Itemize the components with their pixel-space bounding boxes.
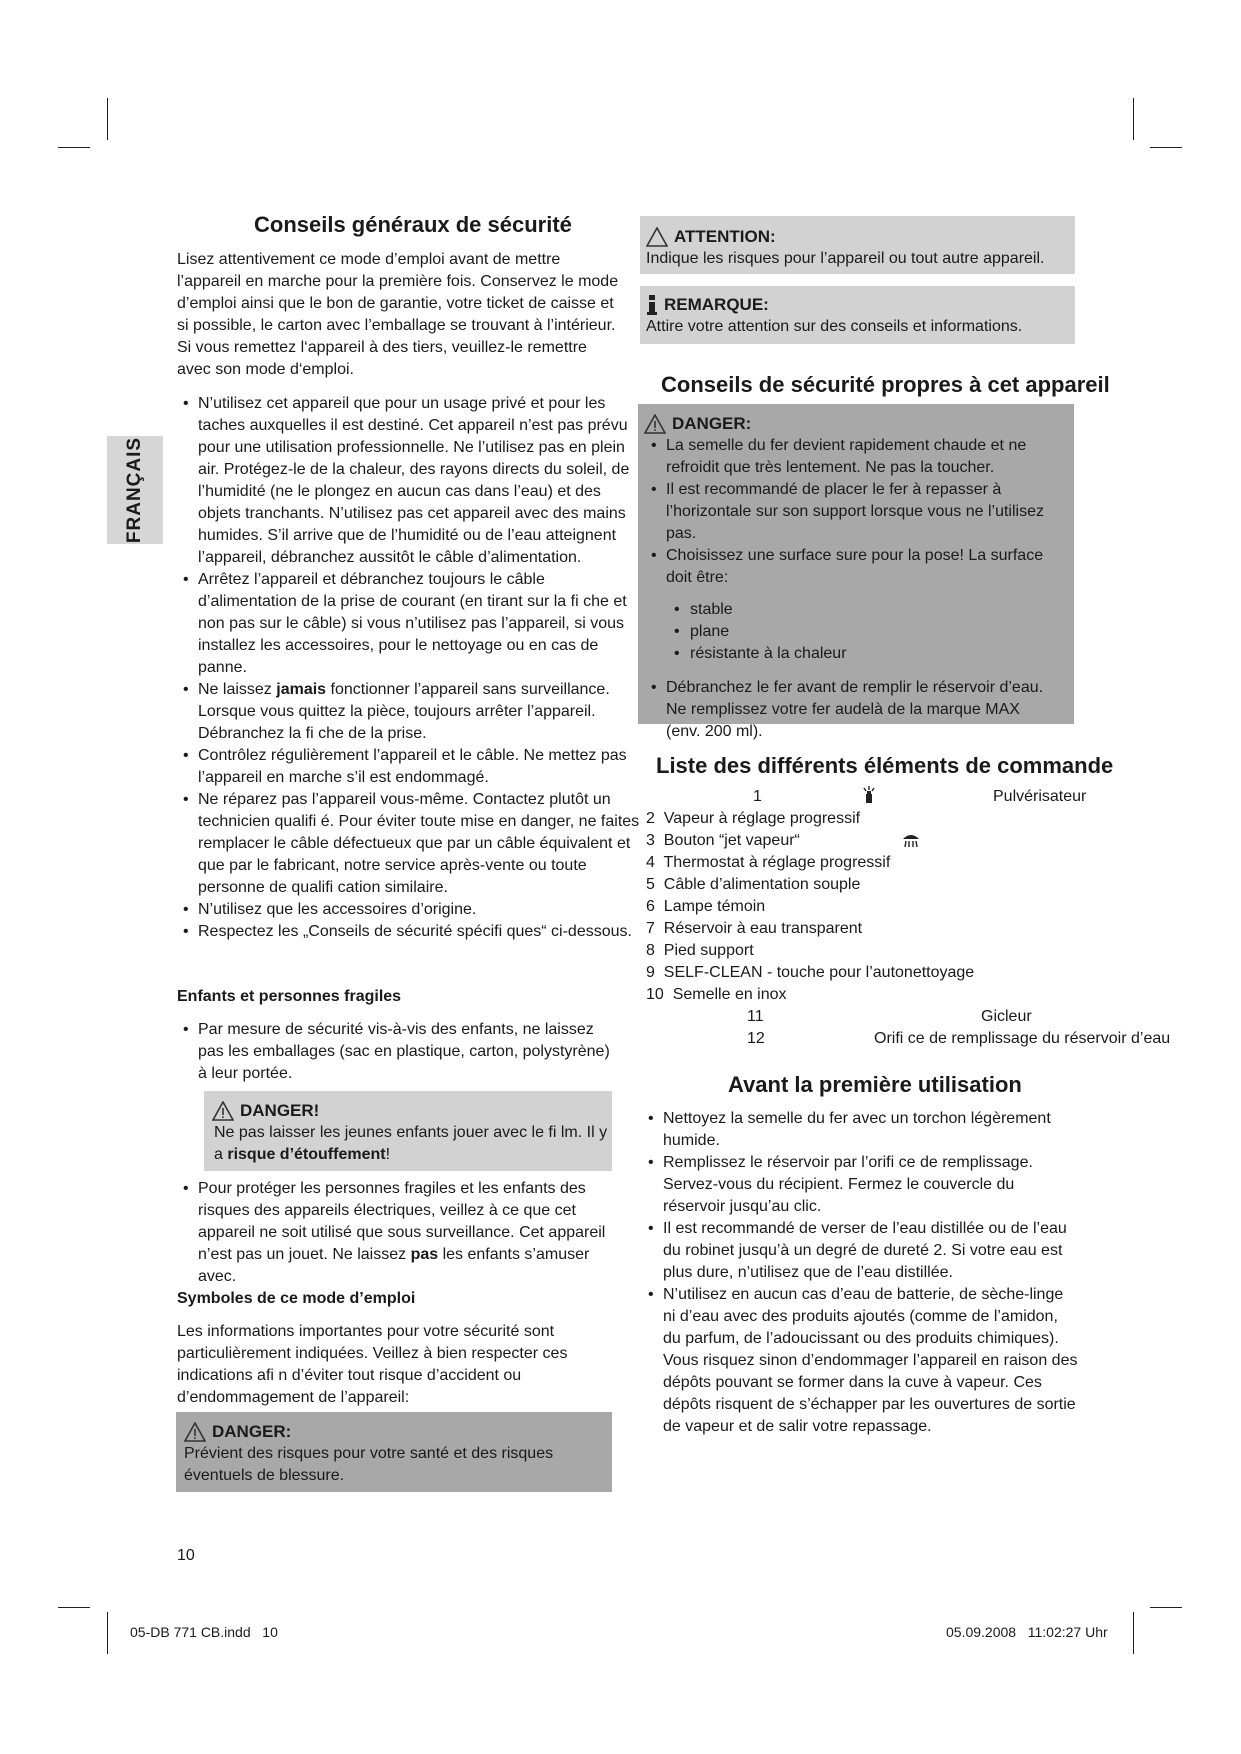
list-item: • Il est recommandé de placer le fer à repasser à l’horizontale sur son support lorsque vous ne l’utilisez pas.: [638, 479, 1068, 545]
control-item: 1: [753, 788, 762, 805]
control-item: 11: [747, 1008, 764, 1025]
warning-triangle-icon: [212, 1101, 234, 1121]
list-item: • N’utilisez en aucun cas d’eau de batterie, de sèche-linge ni d’eau avec des produits ajoutés (comme de l’amidon, du parfum, de l’adoucissant ou des produits chimiques). Vous risquez sinon d’endommager l’appareil en raison des dépôts pouvant se former dans la cuve à vapeur. Ces dépôts risquent de s’échapper par les ouvertures de sortie de vapeur et de salir votre repassage.: [635, 1284, 1080, 1438]
remark-box: [640, 286, 1075, 344]
list-item: • Par mesure de sécurité vis-à-vis des enfants, ne laissez pas les emballages (sac en plastique, carton, polystyrène) à leur portée.: [170, 1019, 620, 1085]
list-item: • Respectez les „Conseils de sécurité spécifi ques“ ci-dessous.: [170, 921, 640, 943]
control-item: 9 SELF-CLEAN - touche pour l’autonettoyage: [646, 964, 975, 981]
remark-title: REMARQUE:: [664, 295, 769, 314]
control-item-label: Pulvérisateur: [993, 788, 1087, 805]
list-item: • Ne réparez pas l’appareil vous-même. Contactez plutôt un technicien qualifi é. Pour éviter toute mise en danger, ne faites remplacer le câble défectueux que par un câble équivalent et que par le fabricant, notre service après-vente ou toute personne de qualifi cation similaire.: [170, 789, 640, 899]
control-item: 3 Bouton “jet vapeur“: [646, 832, 800, 849]
list-item: • N’utilisez que les accessoires d’origine.: [170, 899, 640, 921]
first-use-bullets: [635, 1108, 1080, 1438]
control-item: 7 Réservoir à eau transparent: [646, 920, 863, 937]
intro-paragraph: Lisez attentivement ce mode d’emploi avant de mettre l’appareil en marche pour la première fois. Conservez le mode d’emploi ainsi que le bon de garantie, votre ticket de caisse et si possible, le carton avec l’emballage se trouvant à l’intérieur. Si vous remettez l‘appareil à des tiers, veuillez-le remettre avec son mode d‘emploi.: [177, 251, 619, 378]
danger-text: Prévient des risques pour votre santé et des risques éventuels de blessure.: [184, 1445, 554, 1484]
attention-text: Indique les risques pour l’appareil ou tout autre appareil.: [646, 250, 1045, 267]
language-label: FRANÇAIS: [124, 436, 145, 544]
danger-title: DANGER:: [672, 414, 752, 433]
list-item: • N’utilisez cet appareil que pour un usage privé et pour les taches auxquelles il est destiné. Cet appareil n’est pas prévu pour une utilisation professionnelle. Ne l’utilisez pas en plein air. Protégez-le de la chaleur, des rayons directs du soleil, de l’humidité (ne le plongez en aucun cas dans l’eau) et des objets tranchants. N’utilisez pas cet appareil avec des mains humides. S’il arrive que de l’humidité ou de l’eau atteignent l’appareil, débranchez aussitôt le câble d’alimentation.: [170, 393, 640, 569]
list-item: • La semelle du fer devient rapidement chaude et ne refroidit que très lentement. Ne pas la toucher.: [638, 435, 1068, 479]
danger-box-legend: [176, 1412, 612, 1492]
list-item: • Choisissez une surface sure pour la pose! La surface doit être:: [638, 545, 1068, 589]
controls-title: Liste des différents éléments de commande: [656, 753, 1114, 778]
list-item: • Il est recommandé de verser de l’eau distillée ou de l’eau du robinet jusqu’à un degré de dureté 2. Si votre eau est plus dure, n’utilisez que de l’eau distillée.: [635, 1218, 1080, 1284]
danger-title: DANGER!: [240, 1101, 320, 1120]
steam-burst-icon: [902, 832, 920, 848]
symbols-section-title: Symboles de ce mode d’emploi: [177, 1290, 416, 1307]
danger-box-specific: [638, 404, 1074, 740]
safety-bullets: [170, 393, 640, 943]
list-item: • résistante à la chaleur: [644, 643, 1074, 665]
list-item: • Ne laissez jamais fonctionner l’appareil sans surveillance. Lorsque vous quittez la pièce, toujours arrêter l’appareil. Débranchez la fi che de la prise.: [170, 679, 640, 745]
list-item: • Nettoyez la semelle du fer avec un torchon légèrement humide.: [635, 1108, 1080, 1152]
control-item: 8 Pied support: [646, 942, 754, 959]
list-item: • Arrêtez l’appareil et débranchez toujours le câble d’alimentation de la prise de courant (en tirant sur la fi che et non pas sur le câble) si vous n’utilisez pas l’appareil, si vous installez les accessoires, pour le nettoyage ou en cas de panne.: [170, 569, 640, 679]
list-item: • Remplissez le réservoir par l’orifi ce de remplissage. Servez-vous du récipient. Fermez le couvercle du réservoir jusqu’au clic.: [635, 1152, 1080, 1218]
footer-timestamp: 05.09.2008 11:02:27 Uhr: [946, 1624, 1108, 1640]
attention-box: [640, 216, 1075, 274]
crop-mark: [1150, 147, 1182, 148]
danger-box-film: [204, 1091, 612, 1171]
crop-mark: [107, 98, 108, 140]
children-bullet: [170, 1019, 620, 1085]
crop-mark: [1133, 98, 1134, 140]
warning-triangle-icon: [184, 1422, 206, 1442]
crop-mark: [1133, 1612, 1134, 1654]
symbols-paragraph: Les informations importantes pour votre sécurité sont particulièrement indiquées. Veillez à bien respecter ces indications afi n d’éviter tout risque d’accident ou d’endommagement de l’appareil:: [177, 1323, 568, 1406]
fragile-bullet: [170, 1178, 620, 1288]
crop-mark: [58, 147, 90, 148]
control-item-label: Orifi ce de remplissage du réservoir d’eau: [874, 1030, 1171, 1047]
warning-triangle-icon: [644, 414, 666, 434]
danger-text: Ne pas laisser les jeunes enfants jouer avec le fi lm. Il y a risque d’étouffement!: [214, 1124, 608, 1163]
remark-text: Attire votre attention sur des conseils et informations.: [646, 318, 1023, 335]
danger-title: DANGER:: [212, 1422, 292, 1441]
caution-triangle-icon: [646, 227, 668, 247]
first-use-title: Avant la première utilisation: [728, 1072, 1022, 1097]
info-icon: [646, 295, 658, 315]
spray-icon: [862, 786, 876, 804]
list-item: • Pour protéger les personnes fragiles et les enfants des risques des appareils électriques, veillez à ce que cet appareil ne soit utilisé que sous surveillance. Cet appareil n’est pas un jouet. Ne laissez pas les enfants s’amuser avec.: [170, 1178, 620, 1288]
crop-mark: [58, 1607, 90, 1608]
specific-safety-title: Conseils de sécurité propres à cet appareil: [661, 372, 1110, 397]
list-item: • Débranchez le fer avant de remplir le réservoir d’eau. Ne remplissez votre fer audelà de la marque MAX (env. 200 ml).: [638, 677, 1058, 743]
control-item: 12: [747, 1030, 765, 1047]
list-item: • plane: [644, 621, 1074, 643]
control-item: 6 Lampe témoin: [646, 898, 766, 915]
list-item: • Contrôlez régulièrement l’appareil et le câble. Ne mettez pas l’appareil en marche s’il est endommagé.: [170, 745, 640, 789]
language-tab: [107, 436, 163, 544]
list-item: • stable: [644, 599, 1074, 621]
attention-title: ATTENTION:: [674, 227, 776, 246]
control-item: 2 Vapeur à réglage progressif: [646, 810, 861, 827]
children-section-title: Enfants et personnes fragiles: [177, 988, 402, 1005]
control-item: 5 Câble d’alimentation souple: [646, 876, 861, 893]
crop-mark: [1150, 1607, 1182, 1608]
general-safety-title: Conseils généraux de sécurité: [254, 212, 572, 237]
control-item-label: Gicleur: [981, 1008, 1032, 1025]
footer-file-info: 05-DB 771 CB.indd 10: [130, 1624, 278, 1640]
control-item: 4 Thermostat à réglage progressif: [646, 854, 891, 871]
page-number: 10: [177, 1547, 195, 1564]
control-item: 10 Semelle en inox: [646, 986, 787, 1003]
crop-mark: [107, 1612, 108, 1654]
